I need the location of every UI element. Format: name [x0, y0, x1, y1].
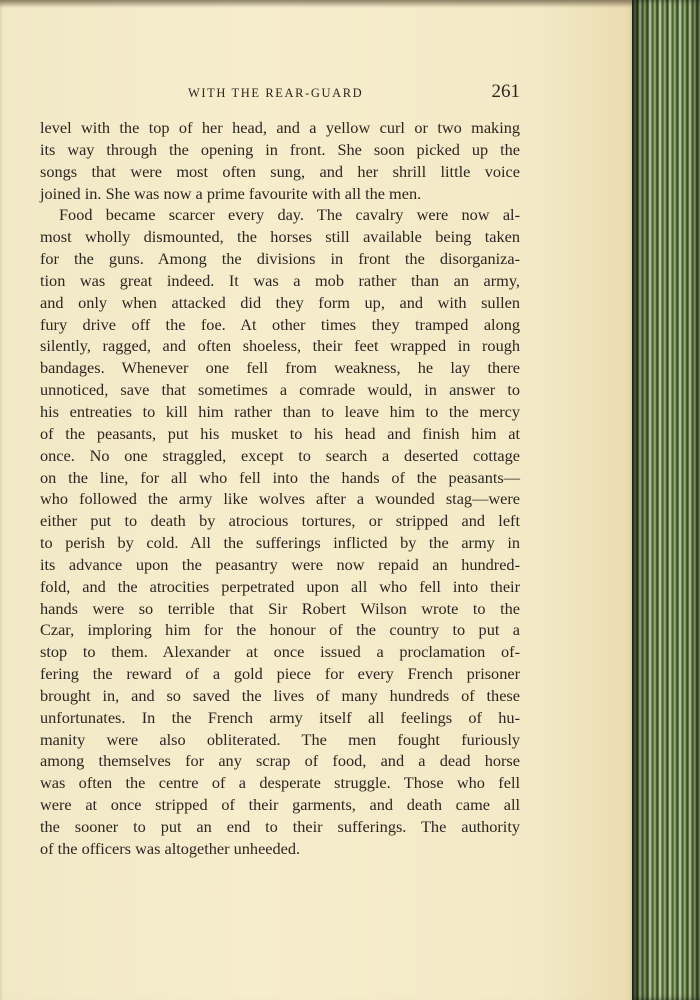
text-line: most wholly dismounted, the horses still available being taken [40, 227, 520, 247]
text-line: silently, ragged, and often shoeless, their feet wrapped in rough [40, 336, 520, 356]
text-line: who followed the army like wolves after a wounded stag—were [40, 489, 520, 509]
text-line: unfortunates. In the French army itself all feelings of hu- [40, 707, 520, 727]
text-line: level with the top of her head, and a yellow curl or two making [40, 118, 520, 137]
text-line: was often the centre of a desperate struggle. Those who fell [40, 773, 520, 793]
text-line: of the officers was altogether unheeded. [40, 838, 301, 858]
text-line: and only when attacked did they form up, and with sullen [40, 292, 520, 312]
text-line: unnoticed, save that sometimes a comrade would, in answer to [40, 380, 520, 400]
text-line: Czar, imploring him for the honour of the country to put a [40, 620, 520, 640]
text-line: the sooner to put an end to their sufferings. The authority [40, 817, 520, 836]
body-text [40, 117, 520, 860]
text-line: fury drive off the foe. At other times they tramped along [40, 314, 520, 334]
text-line: bandages. Whenever one fell from weakness, he lay there [40, 358, 520, 378]
text-line: on the line, for all who fell into the hands of the peasants— [40, 467, 520, 487]
page-number: 261 [491, 81, 520, 102]
text-line: fold, and the atrocities perpetrated upon all who fell into their [40, 576, 520, 596]
page-edges-shade [632, 0, 700, 1000]
text-line: joined in. She was now a prime favourite with all the men. [40, 183, 422, 203]
text-line: Food became scarcer every day. The cavalry were now al- [59, 205, 520, 225]
text-line: among themselves for any scrap of food, and a dead horse [40, 751, 520, 771]
running-head-title: WITH THE REAR-GUARD [188, 86, 364, 100]
text-line: to perish by cold. All the sufferings inflicted by the army in [40, 533, 520, 553]
text-line: brought in, and so saved the lives of many hundreds of these [40, 685, 520, 705]
text-line: its way through the opening in front. She soon picked up the [40, 139, 520, 159]
text-line: its advance upon the peasantry were now repaid an hundred- [40, 554, 520, 574]
text-line: manity were also obliterated. The men fought furiously [40, 729, 520, 749]
text-line: fering the reward of a gold piece for every French prisoner [40, 664, 520, 684]
text-line: tion was great indeed. It was a mob rather than an army, [40, 270, 520, 290]
text-line: stop to them. Alexander at once issued a proclamation of- [40, 642, 520, 662]
text-line: for the guns. Among the divisions in front the disorganiza- [40, 249, 520, 269]
page-top-shadow [0, 0, 632, 8]
text-line: once. No one straggled, except to search a deserted cottage [40, 445, 520, 465]
text-line: either put to death by atrocious tortures, or stripped and left [40, 511, 520, 531]
text-line: of the peasants, put his musket to his head and finish him at [40, 423, 520, 443]
text-line: songs that were most often sung, and her shrill little voice [40, 161, 520, 181]
text-line: hands were so terrible that Sir Robert Wilson wrote to the [40, 598, 520, 618]
text-line: his entreaties to kill him rather than to leave him to the mercy [40, 401, 520, 421]
text-line: were at once stripped of their garments, and death came all [40, 795, 520, 815]
